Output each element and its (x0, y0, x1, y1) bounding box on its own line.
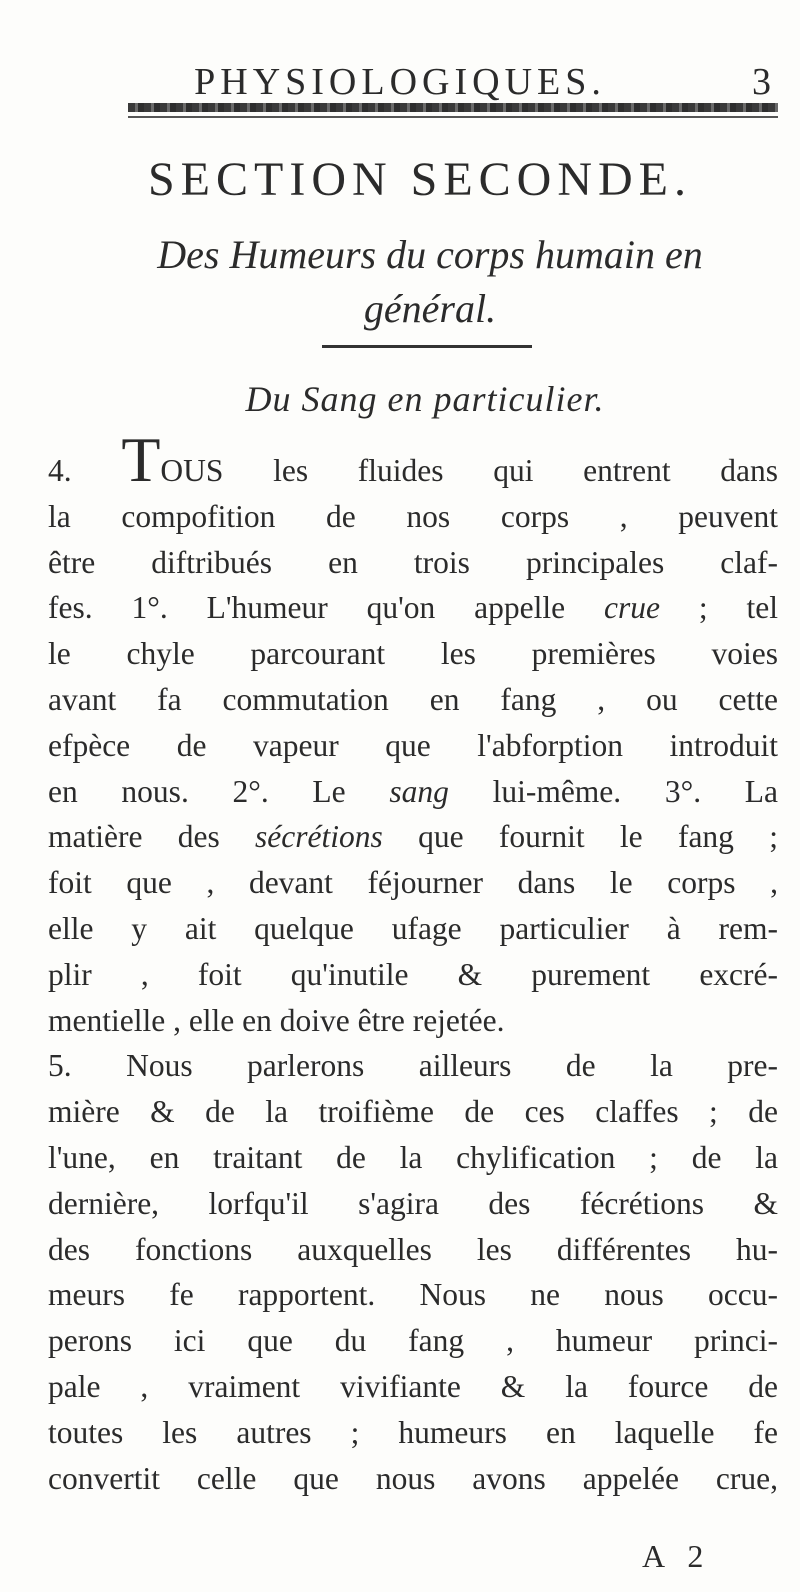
text-line: des fonctions auxquelles les différentes hu- (48, 1231, 778, 1267)
section-subtitle (70, 228, 790, 336)
text-line: avant fa commutation en fang , ou cette (48, 681, 778, 717)
text-line: mentielle , elle en doive être rejetée. (48, 1002, 505, 1038)
text-line: fes. 1°. L'humeur qu'on appelle crue ; tel (48, 590, 778, 626)
text-line: 4. TOUS les fluides qui entrent dans (48, 424, 779, 495)
text-line: convertit celle que nous avons appelée crue, (48, 1460, 778, 1496)
subtitle-line-2: général. (363, 286, 497, 331)
text-line: toutes les autres ; humeurs en laquelle fe (48, 1414, 778, 1450)
signature-mark: A 2 (642, 1538, 712, 1574)
text-line: dernière, lorfqu'il s'agira des fécrétions & (48, 1185, 778, 1221)
text-line: le chyle parcourant les premières voies (48, 636, 778, 672)
running-head: PHYSIOLOGIQUES. (194, 61, 606, 103)
body-text (48, 424, 779, 1501)
text-line: plir , foit qu'inutile & purement excré- (48, 956, 778, 992)
text-line: matière des sécrétions que fournit le fang ; (48, 819, 778, 855)
text-line: l'une, en traitant de la chylification ; de la (48, 1139, 778, 1175)
sub-heading: Du Sang en particulier. (245, 379, 605, 419)
ornamental-rule (128, 103, 778, 112)
text-line: mière & de la troifième de ces claffes ; de (48, 1094, 778, 1130)
divider-rule (322, 345, 532, 348)
drop-cap: T (121, 424, 161, 495)
text-line: foit que , devant féjourner dans le corps , (48, 865, 778, 901)
text-line: elle y ait quelque ufage particulier à rem- (48, 910, 778, 946)
section-title: SECTION SECONDE. (147, 153, 692, 206)
text-line: la compofition de nos corps , peuvent (48, 498, 778, 534)
text-line: 5. Nous parlerons ailleurs de la pre- (48, 1048, 778, 1084)
ornamental-rule-thin (128, 116, 778, 118)
text-line: efpèce de vapeur que l'abforption introduit (48, 727, 778, 763)
text-line: en nous. 2°. Le sang lui-même. 3°. La (48, 773, 778, 809)
page-number: 3 (752, 61, 771, 103)
text-line: meurs fe rapportent. Nous ne nous occu- (48, 1277, 778, 1313)
text-line: perons ici que du fang , humeur princi- (48, 1323, 778, 1359)
text-line: être diftribués en trois principales claf- (48, 544, 778, 580)
subtitle-line-1: Des Humeurs du corps humain en (157, 232, 703, 277)
text-line: pale , vraiment vivifiante & la fource de (48, 1368, 778, 1404)
